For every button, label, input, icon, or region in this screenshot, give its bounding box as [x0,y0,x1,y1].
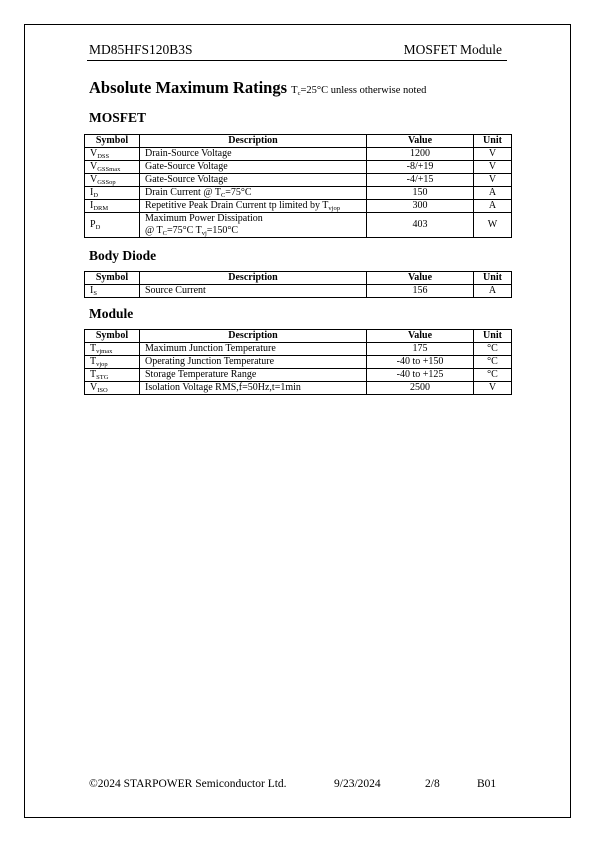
unit-cell: W [474,213,512,238]
table-row [85,148,512,161]
body-diode-table [84,271,512,298]
unit-cell: °C [474,369,512,382]
description-cell: Storage Temperature Range [140,369,367,382]
table-row [85,382,512,395]
table-header-row [85,272,512,285]
title-note: $T_c=25^\circ C$ unless otherwise noted [291,85,427,97]
header-rule [87,60,507,61]
footer-page-number: 2/8 [425,778,440,790]
symbol-cell: $I_{DRM}$ [85,200,140,213]
col-symbol: Symbol [85,135,140,148]
page-title [89,78,426,98]
col-symbol: Symbol [85,272,140,285]
value-cell: -40 to +150 [367,356,474,369]
symbol-cell: $I_D$ [85,187,140,200]
value-cell: 2500 [367,382,474,395]
table-row [85,356,512,369]
table-row [85,343,512,356]
symbol-cell: $V_{GSSop}$ [85,174,140,187]
description-cell: Maximum Power Dissipation @ $T_C=75^\circ C$ $T_{vj}=150^\circ C$ [140,213,367,238]
value-cell: 403 [367,213,474,238]
table-row [85,187,512,200]
unit-cell: V [474,174,512,187]
col-description: Description [140,272,367,285]
symbol-cell: $V_{DSS}$ [85,148,140,161]
table-row [85,161,512,174]
section-heading-module: Module [89,306,134,321]
description-cell: Drain Current @ $T_C=75^\circ C$ [140,187,367,200]
description-cell: Isolation Voltage RMS,f=50Hz,t=1min [140,382,367,395]
description-cell: Repetitive Peak Drain Current tp limited by $T_{vjop}$ [140,200,367,213]
table-row [85,369,512,382]
col-description: Description [140,330,367,343]
symbol-cell: $T_{vjmax}$ [85,343,140,356]
col-unit: Unit [474,272,512,285]
value-cell: -4/+15 [367,174,474,187]
symbol-cell: $P_D$ [85,213,140,238]
col-unit: Unit [474,330,512,343]
description-cell: Operating Junction Temperature [140,356,367,369]
footer-revision: B01 [477,778,497,790]
title-main: Absolute Maximum Ratings [89,78,288,97]
value-cell: 156 [367,285,474,298]
unit-cell: A [474,200,512,213]
value-cell: 300 [367,200,474,213]
unit-cell: A [474,187,512,200]
description-cell: Maximum Junction Temperature [140,343,367,356]
symbol-cell: $I_S$ [85,285,140,298]
col-symbol: Symbol [85,330,140,343]
value-cell: 1200 [367,148,474,161]
symbol-cell: $T_{vjop}$ [85,356,140,369]
symbol-cell: $V_{ISO}$ [85,382,140,395]
table-header-row [85,135,512,148]
section-heading-body-diode: Body Diode [89,248,157,263]
col-description: Description [140,135,367,148]
table-row [85,200,512,213]
section-heading-mosfet: MOSFET [89,110,147,125]
col-value: Value [367,135,474,148]
description-cell: Source Current [140,285,367,298]
table-row [85,213,512,238]
value-cell: 175 [367,343,474,356]
mosfet-table [84,134,512,238]
unit-cell: °C [474,343,512,356]
footer-date: 9/23/2024 [334,778,381,790]
description-cell: Drain-Source Voltage [140,148,367,161]
table-header-row [85,330,512,343]
table-row [85,285,512,298]
part-number: MD85HFS120B3S [89,42,193,57]
unit-cell: A [474,285,512,298]
footer-copyright: ©2024 STARPOWER Semiconductor Ltd. [89,778,287,790]
unit-cell: V [474,382,512,395]
value-cell: -8/+19 [367,161,474,174]
col-value: Value [367,272,474,285]
product-type: MOSFET Module [403,42,502,57]
unit-cell: V [474,148,512,161]
unit-cell: °C [474,356,512,369]
table-row [85,174,512,187]
value-cell: -40 to +125 [367,369,474,382]
col-value: Value [367,330,474,343]
unit-cell: V [474,161,512,174]
symbol-cell: $T_{STG}$ [85,369,140,382]
value-cell: 150 [367,187,474,200]
module-table [84,329,512,395]
col-unit: Unit [474,135,512,148]
description-cell: Gate-Source Voltage [140,174,367,187]
description-cell: Gate-Source Voltage [140,161,367,174]
symbol-cell: $V_{GSSmax}$ [85,161,140,174]
